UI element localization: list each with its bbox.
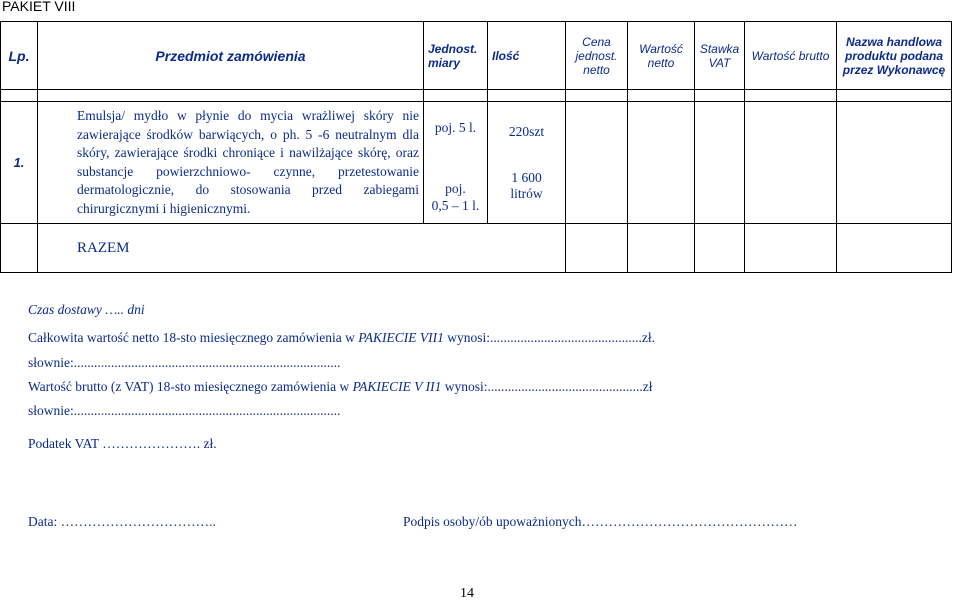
item-unit: poj. 5 l. poj. 0,5 – 1 l. (424, 102, 488, 224)
item-wartosc-brutto (745, 102, 837, 224)
net-total-line: Całkowita wartość netto 18-sto miesięcznego zamówienia w PAKIECIE VII1 wynosi:.............................................zł. (28, 330, 656, 345)
item-description: Emulsja/ mydło w płynie do mycia wrażliwej skóry nie zawierające środków barwiących, o ph. 5 -6 neutralnym dla skóry, zawierające środki chroniące i nawilżające skórę, oraz substancje powierzchniowo- czynne, przetestowanie dermatologicznie, do stosowania przed zabiegami chirurgicznymi i higienicznymi. (38, 102, 424, 224)
header-przedmiot: Przedmiot zamówienia (38, 22, 424, 90)
table-row (1, 102, 952, 224)
item-stawka (695, 102, 745, 224)
gross-total-words: słownie:............................................................................... (28, 403, 341, 418)
header-wartosc-brutto: Wartość brutto (745, 22, 837, 90)
item-quantity: 220szt 1 600 litrów (488, 102, 566, 224)
spacer-row (1, 90, 952, 102)
order-table (0, 21, 952, 273)
razem-row (1, 224, 952, 273)
header-jednostka: Jednost. miary (424, 22, 488, 90)
net-total-words: słownie:............................................................................... (28, 355, 341, 370)
page-number: 14 (460, 586, 474, 601)
gross-total-line: Wartość brutto (z VAT) 18-sto miesięcznego zamówienia w PAKIECIE V II1 wynosi:..............................................zł (28, 379, 653, 394)
table-header-row (1, 22, 952, 90)
header-cena: Cena jednost. netto (566, 22, 628, 90)
header-ilosc: Ilość (488, 22, 566, 90)
date-field: Data: …………………………….. (28, 514, 216, 529)
delivery-time: Czas dostawy ….. dni (28, 302, 145, 317)
signature-field: Podpis osoby/ób upoważnionych………………………………………… (403, 514, 798, 529)
item-lp: 1. (1, 102, 38, 224)
item-cena (566, 102, 628, 224)
header-lp: Lp. (1, 22, 38, 90)
razem-label: RAZEM (38, 224, 566, 273)
item-wartosc-netto (628, 102, 695, 224)
header-nazwa-handlowa: Nazwa handlowa produktu podana przez Wykonawcę (837, 22, 952, 90)
item-nazwa (837, 102, 952, 224)
header-wartosc-netto: Wartość netto (628, 22, 695, 90)
vat-amount: Podatek VAT …………………. zł. (28, 436, 217, 451)
package-title: PAKIET VIII (2, 0, 76, 14)
header-stawka-vat: Stawka VAT (695, 22, 745, 90)
